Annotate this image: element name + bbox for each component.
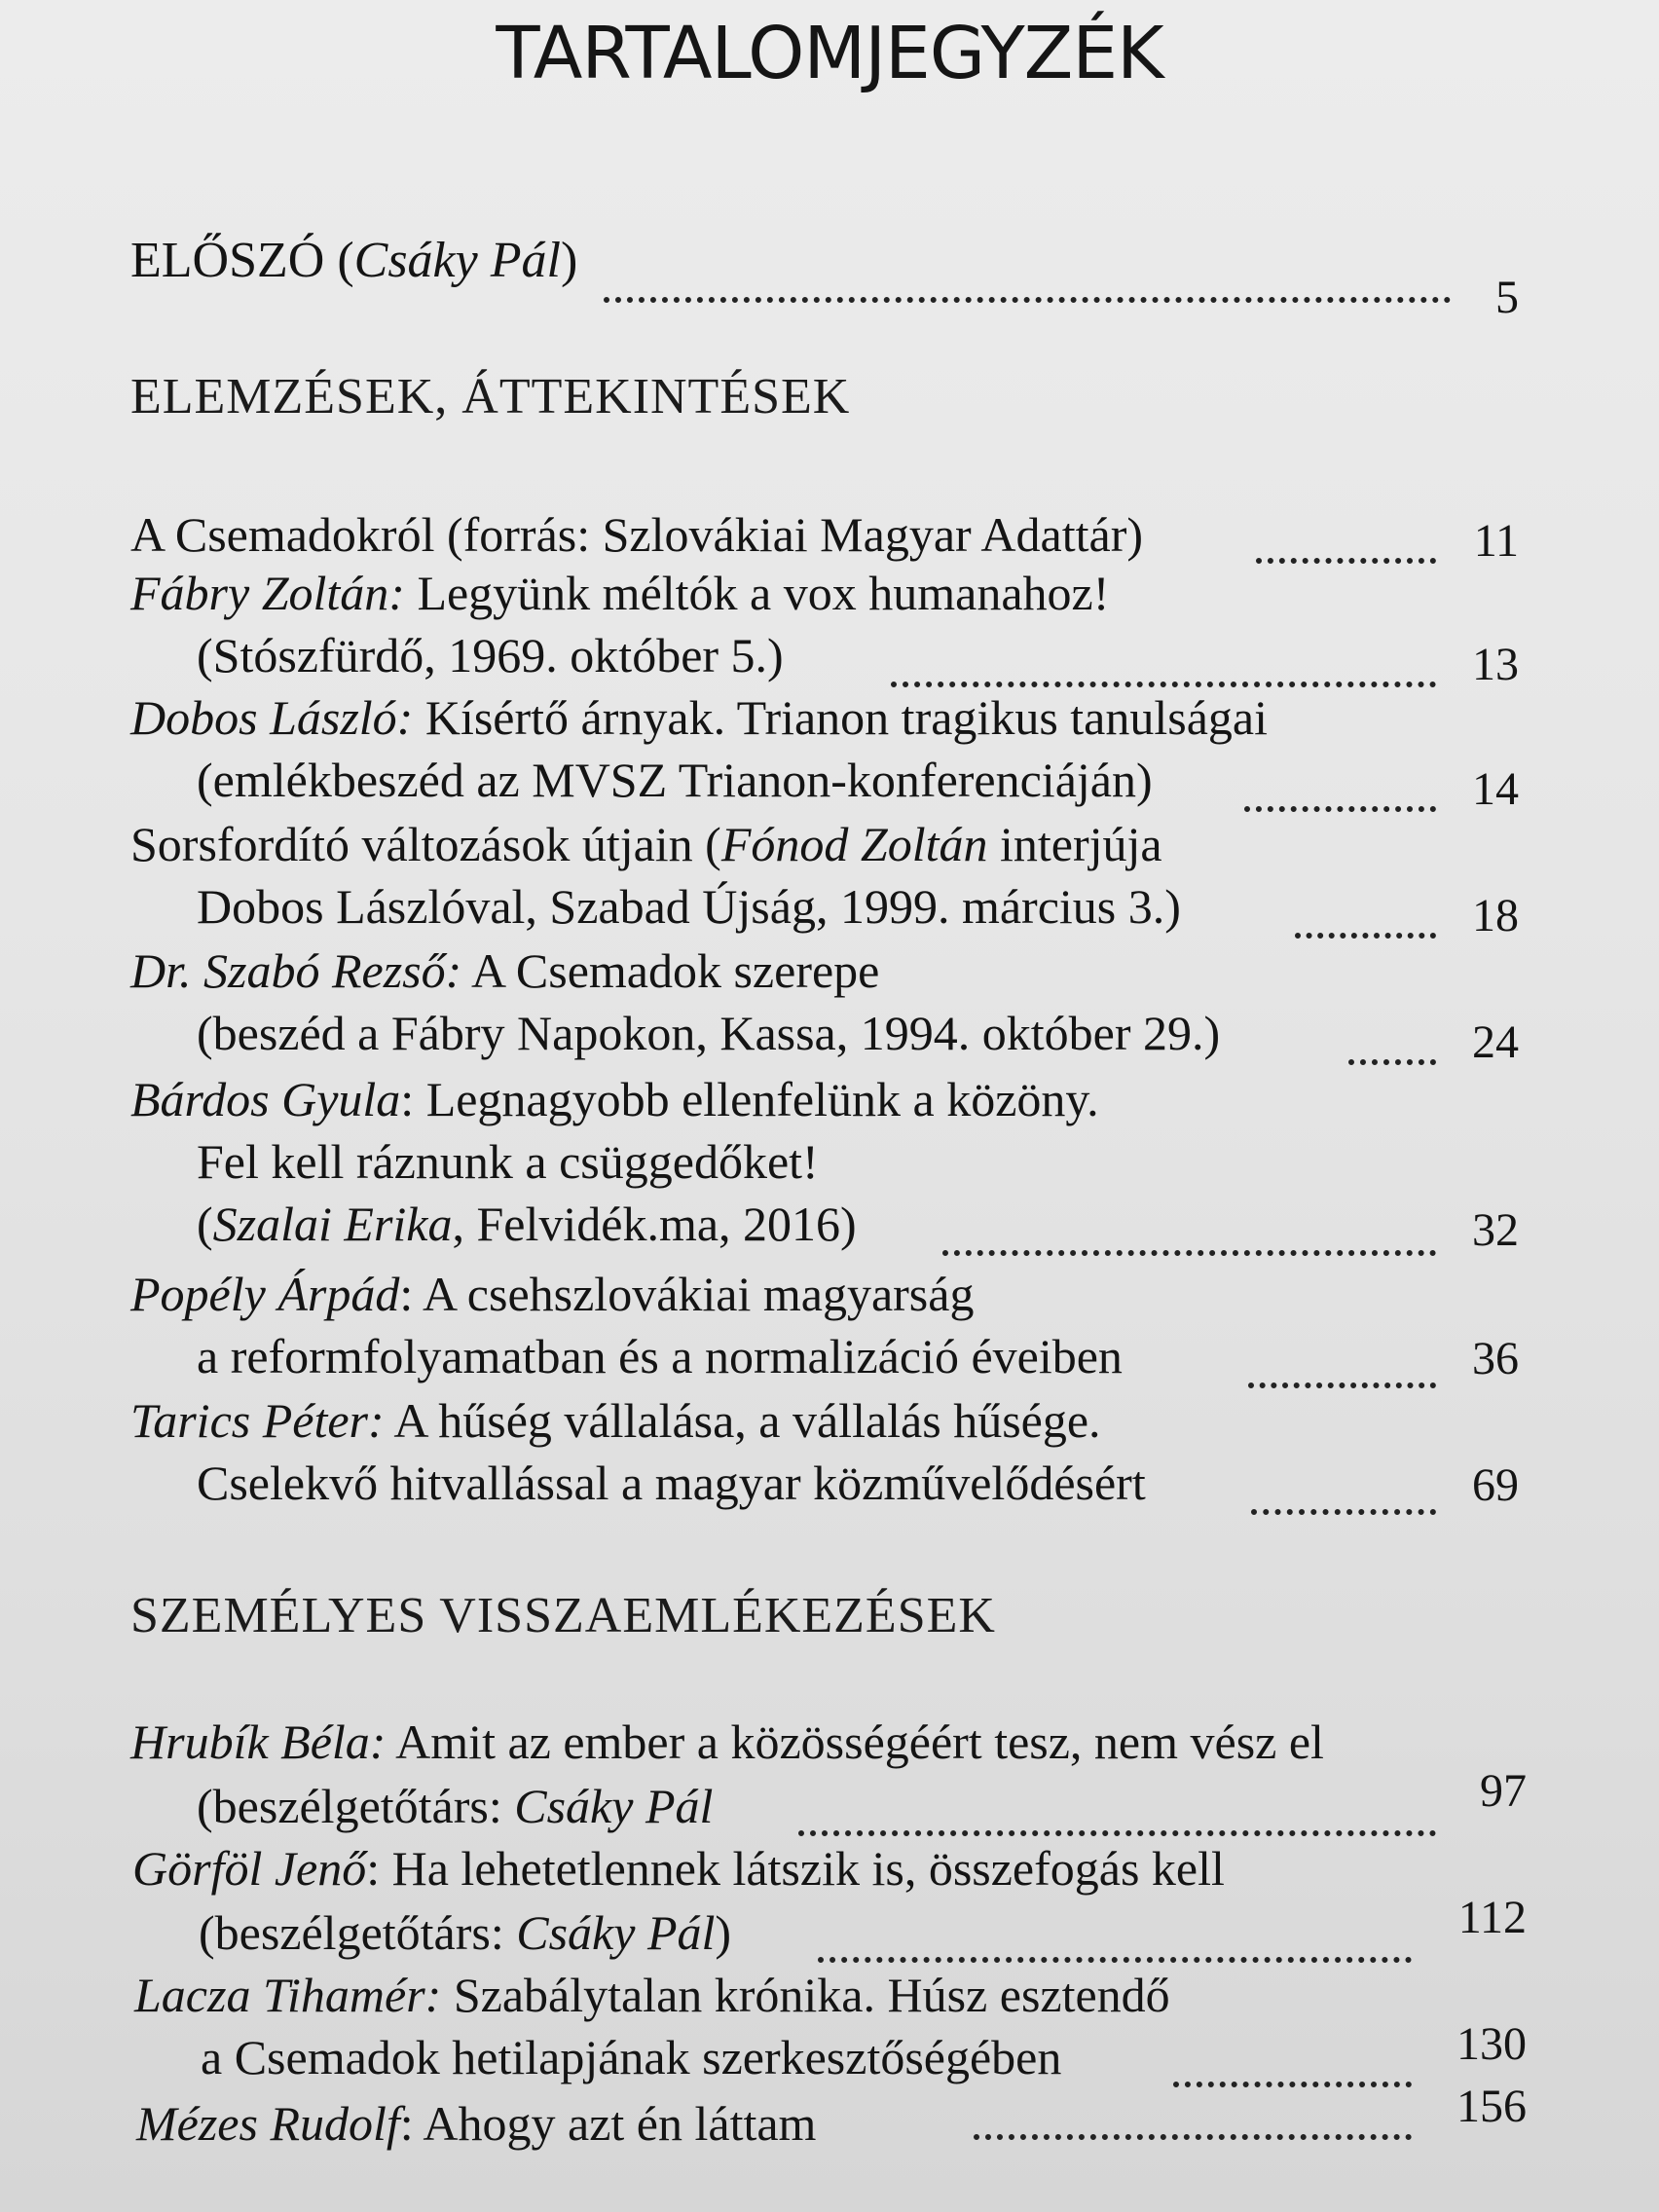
page-number: 14 — [1472, 763, 1519, 815]
entry-author: Mézes Rudolf — [136, 2096, 400, 2151]
page-number: 13 — [1472, 639, 1519, 690]
dot-leader — [818, 1957, 1412, 1963]
toc-entry-subtitle: Dobos Lászlóval, Szabad Újság, 1999. március 3.) — [197, 879, 1181, 934]
toc-entry-subtitle: Cselekvő hitvallással a magyar közművelődésért — [197, 1456, 1146, 1510]
page-number: 5 — [1495, 272, 1519, 323]
dot-leader — [604, 297, 1451, 303]
page-number: 36 — [1472, 1333, 1519, 1384]
dot-leader — [891, 682, 1436, 687]
page-number: 112 — [1457, 1892, 1527, 1943]
entry-author: Görföl Jenő — [132, 1841, 367, 1896]
toc-entry-subtitle: a Csemadok hetilapjának szerkesztőségében — [201, 2030, 1062, 2084]
dot-leader — [942, 1250, 1436, 1256]
entry-author: Dobos László: — [130, 690, 414, 745]
entry-author: Dr. Szabó Rezső: — [130, 943, 462, 998]
entry-author: Csáky Pál — [516, 1905, 716, 1960]
toc-entry-subtitle: Fel kell ráznunk a csüggedőket! — [197, 1134, 819, 1189]
entry-author: Tarics Péter: — [130, 1393, 385, 1448]
entry-author: Szalai Erika — [212, 1197, 453, 1251]
preface-close: ) — [560, 233, 578, 288]
entry-author: Popély Árpád — [130, 1267, 400, 1321]
preface-label: ELŐSZÓ ( — [130, 233, 354, 288]
section-heading: ELEMZÉSEK, ÁTTEKINTÉSEK — [130, 369, 851, 424]
entry-author: Fábry Zoltán: — [130, 566, 405, 620]
toc-entry-subtitle: (Stószfürdő, 1969. október 5.) — [197, 628, 784, 682]
toc-entry-title: Dr. Szabó Rezső: A Csemadok szerepe — [130, 943, 880, 998]
preface-author: Csáky Pál — [353, 233, 561, 288]
page-number: 24 — [1472, 1016, 1519, 1068]
entry-author: Bárdos Gyula — [130, 1072, 401, 1126]
preface-entry — [130, 232, 577, 289]
entry-author: Hrubík Béla: — [130, 1714, 387, 1769]
toc-entry-title: Mézes Rudolf: Ahogy azt én láttam — [136, 2096, 817, 2151]
toc-entry-title: Sorsfordító változások útjain (Fónod Zoltán interjúja — [130, 817, 1162, 871]
toc-entry-subtitle: (emlékbeszéd az MVSZ Trianon-konferenciáján) — [197, 753, 1153, 807]
page-number: 11 — [1473, 515, 1519, 567]
toc-entry-title: Popély Árpád: A csehszlovákiai magyarság — [130, 1267, 975, 1321]
entry-author: Lacza Tihamér: — [134, 1968, 442, 2022]
entry-author: Csáky Pál — [514, 1779, 714, 1833]
dot-leader — [974, 2134, 1412, 2140]
page-number: 130 — [1456, 2018, 1527, 2070]
page-number: 97 — [1480, 1765, 1527, 1817]
page-number: 18 — [1472, 890, 1519, 941]
section-heading: SZEMÉLYES VISSZAEMLÉKEZÉSEK — [130, 1588, 996, 1643]
toc-entry-subtitle: (beszélgetőtárs: Csáky Pál — [197, 1779, 714, 1833]
toc-entry-title: Dobos László: Kísértő árnyak. Trianon tragikus tanulságai — [130, 690, 1268, 745]
toc-entry-title: Hrubík Béla: Amit az ember a közösségéért tesz, nem vész el — [130, 1714, 1324, 1769]
dot-leader — [1173, 2082, 1412, 2087]
page-number: 69 — [1472, 1459, 1519, 1511]
toc-entry-title: Görföl Jenő: Ha lehetetlennek látszik is, összefogás kell — [132, 1841, 1225, 1896]
toc-entry-subtitle: (beszéd a Fábry Napokon, Kassa, 1994. október 29.) — [197, 1006, 1221, 1060]
entry-author: Fónod Zoltán — [720, 817, 988, 871]
page-number: 32 — [1472, 1204, 1519, 1256]
dot-leader — [798, 1830, 1436, 1836]
toc-entry-subtitle: (beszélgetőtárs: Csáky Pál) — [199, 1905, 732, 1960]
toc-entry-title: Lacza Tihamér: Szabálytalan krónika. Húsz esztendő — [134, 1968, 1170, 2022]
page-number: 156 — [1456, 2081, 1527, 2132]
toc-entry-title: Fábry Zoltán: Legyünk méltók a vox humanahoz! — [130, 566, 1110, 620]
toc-entry-title: A Csemadokról (forrás: Szlovákiai Magyar Adattár) — [130, 507, 1143, 562]
toc-entry-title: Tarics Péter: A hűség vállalása, a vállalás hűsége. — [130, 1393, 1101, 1448]
page-title: TARTALOMJEGYZÉK — [496, 12, 1163, 95]
toc-entry-subtitle: a reformfolyamatban és a normalizáció éveiben — [197, 1329, 1123, 1383]
toc-entry-title: Bárdos Gyula: Legnagyobb ellenfelünk a közöny. — [130, 1072, 1099, 1126]
toc-entry-subtitle: (Szalai Erika, Felvidék.ma, 2016) — [197, 1197, 857, 1251]
